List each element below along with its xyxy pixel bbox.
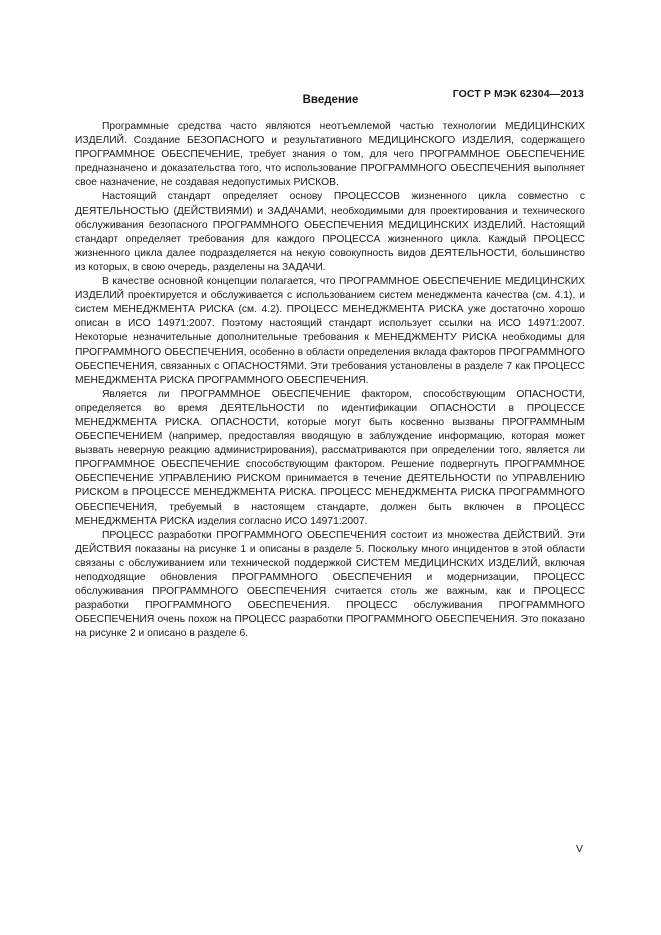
paragraph: ПРОЦЕСС разработки ПРОГРАММНОГО ОБЕСПЕЧЕНИЯ состоит из множества ДЕЙСТВИЙ. Эти ДЕЙСТВИЯ показаны на рисунке 1 и описаны в разделе 5. Поскольку много инцидентов в этой области связаны с обслуживанием или технической поддержкой СИСТЕМ МЕДИЦИНСКИХ ИЗДЕЛИЙ, включая неподходящие обновления ПРОГРАММНОГО ОБЕСПЕЧЕНИЯ и модернизации, ПРОЦЕСС обслуживания ПРОГРАММНОГО ОБЕСПЕЧЕНИЯ считается столь же важным, как и ПРОЦЕСС разработки ПРОГРАММНОГО ОБЕСПЕЧЕНИЯ. ПРОЦЕСС обслуживания ПРОГРАММНОГО ОБЕСПЕЧЕНИЯ очень похож на ПРОЦЕСС разработки ПРОГРАММНОГО ОБЕСПЕЧЕНИЯ. Это показано на рисунке 2 и описано в разделе 6. bbox=[75, 529, 585, 640]
page-number: V bbox=[575, 843, 583, 855]
paragraph: Настоящий стандарт определяет основу ПРОЦЕССОВ жизненного цикла совместно с ДЕЯТЕЛЬНОСТЬЮ (ДЕЙСТВИЯМИ) и ЗАДАЧАМИ, необходимыми для проектирования и технического обслуживания безопасного ПРОГРАММНОГО ОБЕСПЕЧЕНИЯ МЕДИЦИНСКИХ ИЗДЕЛИЙ. Настоящий стандарт определяет требования для каждого ПРОЦЕССА жизненного цикла. Каждый ПРОЦЕСС жизненного цикла далее подразделяется на некую совокупность видов ДЕЯТЕЛЬНОСТИ, большинство из которых, в свою очередь, разделены на ЗАДАЧИ. bbox=[75, 191, 585, 273]
paragraph: Является ли ПРОГРАММНОЕ ОБЕСПЕЧЕНИЕ фактором, способствующим ОПАСНОСТИ, определяется во время ДЕЯТЕЛЬНОСТИ по идентификации ОПАСНОСТИ в ПРОЦЕССЕ МЕНЕДЖМЕНТА РИСКА. ОПАСНОСТИ, которые могут быть косвенно вызваны ПРОГРАММНЫМ ОБЕСПЕЧЕНИЕМ (например, предоставляя вводящую в заблуждение информацию, которая может вызвать неверную реакцию администрирования), рассматриваются при определении того, является ли ПРОГРАММНОЕ ОБЕСПЕЧЕНИЕ способствующим фактором. Решение подвергнуть ПРОГРАММНОЕ ОБЕСПЕЧЕНИЕ УПРАВЛЕНИЮ РИСКОМ принимается в течение ДЕЯТЕЛЬНОСТИ по УПРАВЛЕНИЮ РИСКОМ в ПРОЦЕССЕ МЕНЕДЖМЕНТА РИСКА. ПРОЦЕСС МЕНЕДЖМЕНТА РИСКА ПРОГРАММНОГО ОБЕСПЕЧЕНИЯ, требуемый в настоящем стандарте, должен быть включен в ПРОЦЕСС МЕНЕДЖМЕНТА РИСКА изделия согласно ИСО 14971:2007. bbox=[75, 388, 585, 527]
document-body bbox=[75, 120, 585, 641]
paragraph: Программные средства часто являются неотъемлемой частью технологии МЕДИЦИНСКИХ ИЗДЕЛИЙ. Создание БЕЗОПАСНОГО и результативного МЕДИЦИНСКОГО ИЗДЕЛИЯ, содержащего ПРОГРАММНОЕ ОБЕСПЕЧЕНИЕ, требует знания о том, для чего ПРОГРАММНОЕ ОБЕСПЕЧЕНИЕ предназначено и доказательства того, что использование ПРОГРАММНОГО ОБЕСПЕЧЕНИЯ выполняет свое назначение, не создавая недопустимых РИСКОВ. bbox=[75, 121, 585, 189]
standard-code-header: ГОСТ Р МЭК 62304—2013 bbox=[452, 88, 584, 100]
section-title: Введение bbox=[302, 94, 359, 106]
paragraph: В качестве основной концепции полагается, что ПРОГРАММНОЕ ОБЕСПЕЧЕНИЕ МЕДИЦИНСКИХ ИЗДЕЛИЙ проектируется и обслуживается с использованием систем менеджмента качества (см. 4.1), и систем МЕНЕДЖМЕНТА РИСКА (см. 4.2). ПРОЦЕСС МЕНЕДЖМЕНТА РИСКА уже достаточно хорошо описан в ИСО 14971:2007. Поэтому настоящий стандарт использует ссылки на ИСО 14971:2007. Некоторые незначительные дополнительные требования к МЕНЕДЖМЕНТУ РИСКА необходимы для ПРОГРАММНОГО ОБЕСПЕЧЕНИЯ, особенно в области определения вклада факторов ПРОГРАММНОГО ОБЕСПЕЧЕНИЯ, связанных с ОПАСНОСТЯМИ. Эти требования установлены в разделе 7 как ПРОЦЕСС МЕНЕДЖМЕНТА РИСКА ПРОГРАММНОГО ОБЕСПЕЧЕНИЯ. bbox=[75, 276, 585, 386]
